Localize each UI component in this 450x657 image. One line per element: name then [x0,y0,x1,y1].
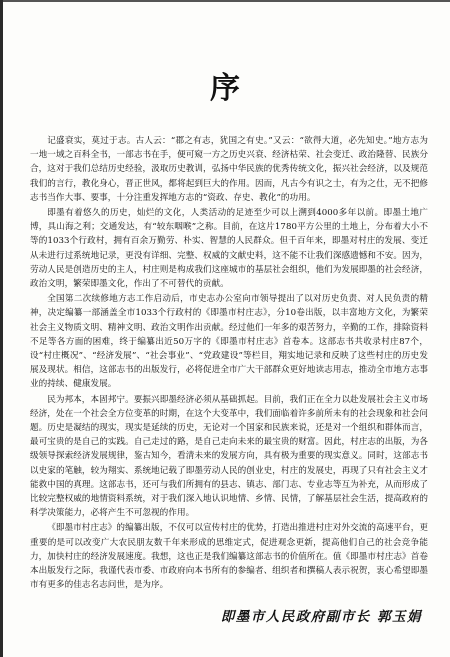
paragraph-2: 即墨有着悠久的历史，灿烂的文化，人类活动的足迹至少可以上溯到4000多年以前。即墨土地广博，具山海之利；交通发达，有“较东咽喉”之称。目前，在这片1780平方公里的土地上，分布着大小不等的1033个行政村，拥有百余万勤劳、朴实、智慧的人民群众。但千百年来，即墨对村庄的发展、变迁从未进行过系统地记录，更没有详细、完整、权威的文献史料，这不能不让我们深感遗憾和不安。因为，劳动人民是创造历史的主人，村庄则是构成我们这座城市的基层社会组织，他们为发展即墨的社会经济，政治文明，繁荣即墨文化，作出了不可替代的贡献。 [30,208,428,290]
preface-body [30,134,428,594]
page-title: 序 [210,71,240,106]
scan-edge-top [0,0,450,2]
paragraph-1: 记盛衰实，莫过于志。古人云：“郡之有志，犹国之有史。”又云：“欲得大道，必先知史。”地方志为一地一域之百科全书，一部志书在手，便可窥一方之历史兴衰、经济枯荣、社会变迁、政治隆替、民族分合，这对于我们总结历史经验，汲取历史教训，弘扬中华民族的优秀传统文化，振兴社会经济，以及规范我们的言行，教化身心，晋正世风，都将起到巨大的作用。因而，凡古今有识之士，有为之仕，无不把修志书当作大事、要事，十分注重发挥地方志的“资政、存史、教化”的功用。 [30,136,428,203]
paragraph-3: 全国第二次续修地方志工作启动后，市史志办公室向市领导提出了以对历史负责、对人民负责的精神，决定编纂一部涵盖全市1033个行政村的《即墨市村庄志》，分10卷出版，以丰富地方文化，为繁荣社会主义物质文明、精神文明、政治文明作出贡献。经过他们一年多的艰苦努力，辛勤的工作，排除资料不足等各方面的困难，终于编纂出近50万字的《即墨市村庄志》首卷本。这部志书共收录村庄87个，设“村庄概况”、“经济发展”、“社会事业”、“党政建设”等栏目，翔实地记录和反映了这些村庄的历史发展及现状。相信，这部志书的出版发行，必将促进全市广大干部群众更好地读志用志，推动全市地方志事业的持续、健康发展。 [30,294,428,390]
paragraph-5: 《即墨市村庄志》的编纂出版，不仅可以宣传村庄的优势，打造出推进村庄对外交流的高速平台，更重要的是可以改变广大农民朋友数千年来形成的思维定式，促进观念更新，提高他们自己的社会竞争能力，加快村庄的经济发展速度。我想，这也正是我们编纂这部志书的价值所在。值《即墨市村庄志》首卷本出版发行之际，我谨代表市委、市政府向本书所有的参编者、组织者和撰稿人表示祝贺，衷心希望即墨市有更多的佳志名志问世，是为序。 [30,523,428,591]
paragraph-4: 民为邦本，本固邦宁。要振兴即墨经济必须从基础抓起。目前，我们正在全力以赴发展社会主义市场经济，处在一个社会全方位变革的时期，在这个大变革中，我们面临着许多前所未有的社会现象和社会问题。历史是凝结的现实，现实是延续的历史，无论对一个国家和民族来说，还是对一个组织和群体而言，最可宝贵的是自己的实践。自己走过的路，是自己走向未来的最宝贵的财富。因此，村庄志的出版，为各级领导探索经济发展规律，鉴古知今，看清未来的发展方向，具有极为重要的现实意义。同时，这部志书以史家的笔触，较为翔实、系统地记载了即墨劳动人民的创业史，村庄的发展史，再现了只有社会主义才能救中国的真理。这部志书，还可与我们所拥有的县志、镇志、部门志、专业志等互为补充，从而形成了比较完整权威的地情资料系统，对于我们深入地认识地情、乡情、民情，了解基层社会生活，提高政府的科学决策能力，必将产生不可忽视的作用。 [30,394,428,519]
author-signature: 即墨市人民政府副市长 郭玉娟 [220,609,422,625]
